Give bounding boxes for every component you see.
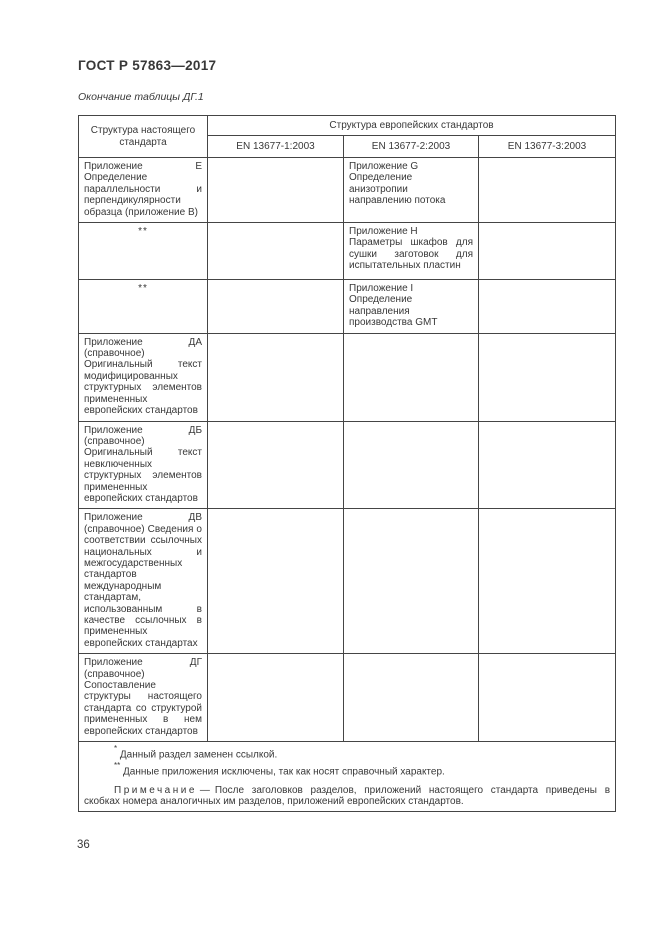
cell-en-13677-2 — [344, 223, 479, 280]
table-row — [79, 280, 616, 334]
cell-en-13677-2 — [344, 421, 479, 509]
col-header-en-13677-1: EN 13677-1:2003 — [208, 136, 344, 158]
cell-en-13677-1 — [208, 333, 344, 421]
footnote-1-marker: * — [114, 744, 118, 754]
note-label: Примечание — [114, 784, 197, 796]
cell-en-13677-3 — [479, 333, 616, 421]
cell-en-13677-2 — [344, 509, 479, 654]
table-row — [79, 158, 616, 223]
footnote-row — [79, 742, 616, 812]
cell-en-13677-3 — [479, 223, 616, 280]
cell-standard-structure: Приложение ДГ (справочное) Сопоставление структуры настоящего стандарта со структурой примененных в нем европейских стандартов — [79, 654, 208, 742]
cell-en-13677-1 — [208, 654, 344, 742]
appendix-title: Приложение H — [349, 226, 418, 238]
footnote-1-text: Данный раздел заменен ссылкой. — [119, 749, 278, 761]
cell-en-13677-1 — [208, 158, 344, 223]
footnote-2 — [84, 762, 610, 778]
note-dash: — — [199, 784, 210, 796]
cell-en-13677-2 — [344, 333, 479, 421]
comparison-table — [78, 115, 616, 812]
table-row — [79, 654, 616, 742]
appendix-title: Приложение G — [349, 161, 419, 172]
col-header-en-13677-2: EN 13677-2:2003 — [344, 136, 479, 158]
col-header-en-13677-3: EN 13677-3:2003 — [479, 136, 616, 158]
cell-standard-structure: Приложение ДВ (справочное) Сведения о соответствии ссылочных национальных и межгосударственных стандартов международным стандартам, использованным в качестве ссылочных в примененных европейских стандартах — [79, 509, 208, 654]
cell-en-13677-3 — [479, 654, 616, 742]
cell-en-13677-1 — [208, 421, 344, 509]
cell-standard-structure: ** — [79, 280, 208, 334]
table-row — [79, 333, 616, 421]
note-text: После заголовков разделов, приложений настоящего стандарта приведены в скобках номера аналогичных им разделов, приложений европейских стандартов. — [84, 784, 611, 807]
page-number: 36 — [77, 839, 90, 851]
table-note — [84, 785, 610, 808]
cell-standard-structure: ** — [79, 223, 208, 280]
cell-en-13677-2 — [344, 280, 479, 334]
footnote-2-marker: ** — [114, 760, 121, 770]
cell-standard-structure: Приложение ДБ (справочное) Оригинальный текст невключенных структурных элементов примененных европейских стандартов — [79, 421, 208, 509]
table-caption: Окончание таблицы ДГ.1 — [78, 91, 204, 103]
cell-en-13677-1 — [208, 509, 344, 654]
col-header-standard-structure: Структура настоящего стандарта — [79, 116, 208, 158]
cell-en-13677-3 — [479, 158, 616, 223]
cell-en-13677-3 — [479, 421, 616, 509]
appendix-body: Определение направления производства GMT — [349, 294, 438, 329]
col-header-european-standards: Структура европейских стандартов — [208, 116, 616, 136]
appendix-body: Параметры шкафов для сушки заготовок для испытательных пластин — [349, 237, 473, 272]
cell-standard-structure: Приложение ДА (справочное) Оригинальный текст модифицированных структурных элементов примененных европейских стандартов — [79, 333, 208, 421]
doc-number: ГОСТ Р 57863—2017 — [78, 58, 217, 73]
table-row — [79, 223, 616, 280]
table-row — [79, 421, 616, 509]
cell-en-13677-1 — [208, 223, 344, 280]
footnote-2-text: Данные приложения исключены, так как носят справочный характер. — [123, 766, 445, 778]
appendix-body: Определение анизотропии направлению потока — [349, 172, 446, 207]
cell-en-13677-1 — [208, 280, 344, 334]
table-row — [79, 509, 616, 654]
cell-en-13677-3 — [479, 280, 616, 334]
appendix-title: Приложение I — [349, 283, 414, 295]
cell-standard-structure: Приложение Е Определение параллельности и перпендикулярности образца (приложение В) — [79, 158, 208, 223]
header-row-group — [79, 116, 616, 136]
cell-en-13677-2 — [344, 654, 479, 742]
footnote-1 — [84, 745, 610, 761]
cell-en-13677-3 — [479, 509, 616, 654]
cell-en-13677-2 — [344, 158, 479, 223]
footnotes-cell — [79, 742, 616, 812]
